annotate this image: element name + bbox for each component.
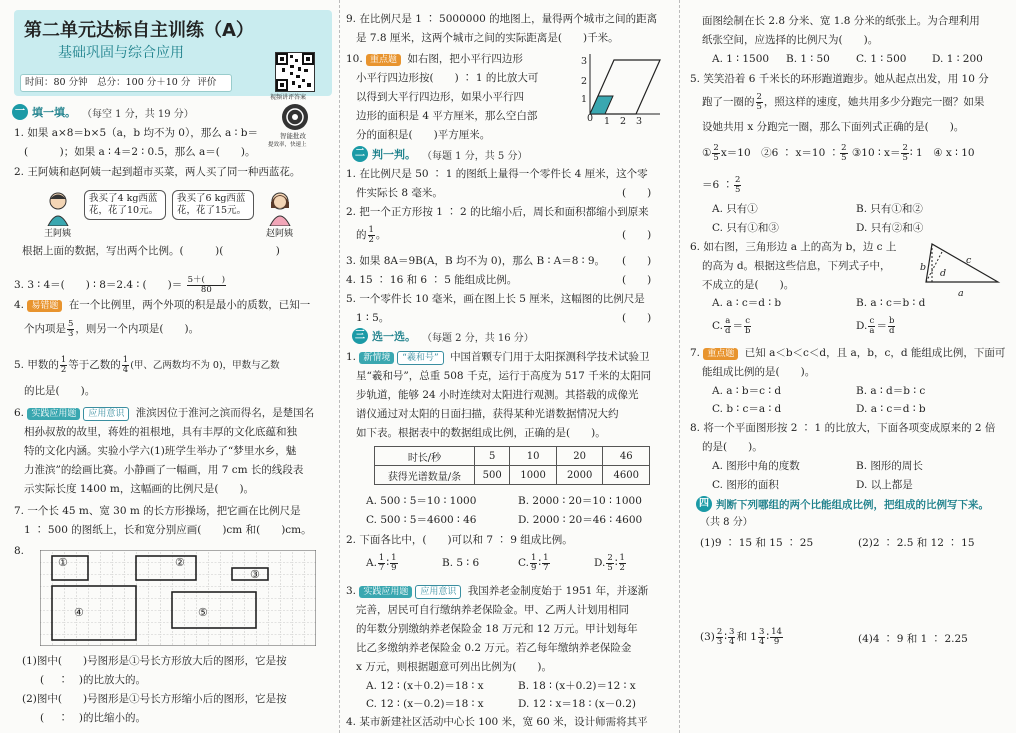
fraction-numerator: c [869, 315, 875, 326]
table-cell: 时长/秒 [375, 447, 475, 466]
choice6-option-b[interactable]: B. a ∶ c＝b ∶ d [856, 297, 926, 309]
choice2-option-d[interactable] [594, 552, 627, 574]
section-4-header [696, 496, 989, 512]
choice3-option-a[interactable]: A. 12 ∶ (x＋0.2)＝18 ∶ x [366, 680, 484, 692]
choice6-option-d[interactable] [856, 315, 896, 337]
q2-line2: 根据上面的数据，写出两个比例。( )( ) [22, 245, 280, 257]
grid-label-3: ③ [250, 568, 260, 581]
choice3-line5: x 万元，则根据题意可列出比例为( )。 [356, 661, 552, 673]
table-cell: 500 [475, 466, 510, 485]
fraction-denominator: 2 [619, 562, 625, 573]
choice5-line1: 5. 笑笑沿着 6 千米长的环形跑道跑步。她从起点出发，用 10 分 [690, 73, 989, 85]
aunt-wang-avatar [40, 190, 76, 226]
judge4-answer[interactable]: ( ) [622, 274, 652, 286]
fraction-denominator: 5 [735, 184, 741, 195]
pair-fraction [770, 628, 783, 647]
q1-line2: ( )；如果 a ∶ 4＝2 ∶ 0.5，那么 a＝( )。 [24, 146, 256, 158]
fraction-denominator: 4 [758, 636, 765, 647]
choice5-line2 [702, 91, 984, 113]
column-divider [339, 0, 340, 733]
qr-caption: 视频讲评答案 [270, 94, 307, 101]
choice8-option-d[interactable]: D. 以上都是 [856, 479, 913, 491]
axis-x-2: 2 [620, 116, 627, 127]
section-title: 选一选。 [372, 330, 416, 343]
axis-x-3: 3 [636, 116, 643, 127]
section-4-note: （共 8 分） [700, 517, 753, 528]
section-note: （每空 1 分，共 19 分） [82, 108, 194, 120]
choice6-line3: 不成立的是( )。 [702, 279, 795, 291]
eq-text: ＝6 ∶ [702, 179, 734, 191]
choice3-line4: 比乙多缴纳养老保险金 0.2 万元。若乙每年缴纳养老保险金 [356, 642, 632, 654]
fraction-numerator: 5 [68, 318, 74, 329]
section-title: 判断下列哪组的两个比能组成比例，把组成的比例写下来。 [716, 498, 989, 511]
ai-grading-icon [282, 104, 308, 130]
q5-text: 5. 甲数的 [14, 359, 59, 371]
xihe-tag: “羲和号” [397, 351, 443, 365]
option-letter: C. [518, 557, 529, 569]
fraction-denominator: 5 [841, 152, 847, 163]
q4-line2 [24, 318, 199, 340]
q4-text3: ，则另一个内项是( )。 [75, 323, 200, 335]
judge1-answer[interactable]: ( ) [622, 187, 652, 199]
q6-number: 6. [14, 407, 25, 419]
page-subtitle: 基础巩固与综合应用 [58, 45, 184, 61]
option-fraction [542, 554, 549, 573]
choice5-text: 跑了一圈的 [702, 96, 755, 108]
name-zhao: 赵阿姨 [266, 229, 294, 239]
choice8-line2: 的是( )。 [702, 441, 763, 453]
q7-line2: 1 ∶ 500 的图纸上，长和宽分别应画( )cm 和( )cm。 [24, 524, 312, 536]
option-fraction [868, 317, 875, 336]
choice4-line3: 纸张空间，应选择的比例尺为( )。 [702, 34, 879, 46]
choice2-option-b[interactable]: B. 5 ∶ 6 [442, 557, 480, 569]
choice5-option-d[interactable]: D. 只有②和④ [856, 222, 924, 234]
axis-x-1: 1 [604, 116, 611, 127]
section-number-icon: 三 [352, 328, 368, 344]
option-fraction [744, 317, 751, 336]
ratio-sign: ∶ [538, 557, 542, 569]
q4-line1 [14, 298, 310, 312]
choice4-line2: 面图绘制在长 2.8 分米、宽 1.8 分米的纸张上。为合理利用 [702, 15, 980, 27]
fraction-denominator: 3 [716, 636, 723, 647]
fraction-numerator: 1 [391, 552, 397, 563]
q5-fraction2 [122, 356, 129, 375]
key-point-tag: 重点题 [703, 348, 738, 360]
q10-line5: 分的面积是( )平方厘米。 [356, 129, 491, 141]
judge5-answer[interactable]: ( ) [622, 312, 652, 324]
judge2-fraction [368, 226, 375, 245]
choice8-option-b[interactable]: B. 图形的周长 [856, 460, 923, 472]
pair3 [700, 626, 784, 648]
ai-label: 智能批改 [280, 132, 306, 140]
q3-fraction [187, 276, 227, 295]
axis-y-2: 2 [581, 76, 588, 87]
ai-caption: 提效率，快速上 [268, 142, 307, 148]
q7-line1: 7. 一个长 45 m、宽 30 m 的长方形操场，把它画在比例尺是 [14, 505, 301, 517]
choice1-option-c[interactable]: C. 500 ∶ 5＝4600 ∶ 46 [366, 514, 477, 526]
choice1-text: 中国首颗专门用于太阳探测科学技术试验卫 [450, 351, 650, 363]
choice5-fraction [756, 93, 763, 112]
judge4-line: 4. 15 ∶ 16 和 6 ∶ 5 能组成比例。 [346, 274, 518, 286]
judge1-line1: 1. 在比例尺是 50 ∶ 1 的图纸上量得一个零件长 4 厘米，这个零 [346, 168, 648, 180]
choice2-option-c[interactable] [518, 552, 551, 574]
fraction-numerator: 2 [735, 174, 741, 185]
fraction-numerator: 1 [543, 552, 549, 563]
section-number-icon: 二 [352, 146, 368, 162]
key-point-tag: 重点题 [366, 54, 401, 66]
section-2-header [352, 146, 527, 162]
choice3-line3: 的年数分别缴纳养老保险金 18 万元和 12 万元。甲计划每年 [356, 623, 638, 635]
fraction-numerator: 2 [756, 91, 762, 102]
choice6-triangle-figure [918, 240, 1004, 290]
equal-sign: ＝ [732, 320, 743, 332]
pair4: (4)4 ∶ 9 和 1 ∶ 2.25 [858, 633, 968, 645]
pair1: (1)9 ∶ 15 和 15 ∶ 25 [700, 537, 814, 549]
q5-text2: 等于乙数的 [68, 359, 121, 371]
fraction-numerator: 2 [713, 142, 719, 153]
choice7-number: 7. [690, 347, 701, 359]
choice6-line2: 的高为 d。根据这些信息，下列式子中， [702, 260, 891, 272]
eq-fraction [901, 144, 908, 163]
eq-text: ∶ 1 ④ x ∶ 10 [909, 147, 975, 159]
choice1-option-d[interactable]: D. 2000 ∶ 20＝46 ∶ 4600 [518, 514, 643, 526]
equal-sign: ＝ [876, 320, 887, 332]
option-letter: D. [856, 320, 868, 332]
choice3-option-c[interactable]: C. 12 ∶ (x－0.2)＝18 ∶ x [366, 698, 484, 710]
fraction-denominator: d [725, 325, 731, 336]
q4-fraction [67, 320, 74, 339]
q5-fraction1 [60, 356, 67, 375]
choice8-option-a[interactable]: A. 图形中角的度数 [712, 460, 800, 472]
choice3-option-b[interactable]: B. 18 ∶ (x＋0.2)＝12 ∶ x [518, 680, 636, 692]
fraction-denominator: 80 [200, 284, 212, 295]
q8-part2-line1: (2)图中( )号图形是①号长方形缩小后的图形，它是按 [22, 693, 287, 705]
time-score-info [20, 74, 232, 92]
choice4-option-b[interactable]: B. 1 ∶ 50 [786, 53, 830, 65]
option-letter: C. [712, 320, 723, 332]
table-cell: 4600 [603, 466, 650, 485]
q3-text: 3. 3 ∶ 4＝( ) ∶ 8＝2.4 ∶ ( )＝ [14, 279, 183, 291]
qr-code-icon[interactable] [275, 52, 315, 92]
option-fraction [619, 554, 626, 573]
choice1-option-b[interactable]: B. 2000 ∶ 20＝10 ∶ 1000 [518, 495, 642, 507]
fraction-numerator: 3 [758, 626, 765, 637]
option-fraction [606, 554, 613, 573]
grid-label-1: ① [58, 556, 68, 569]
fraction-numerator: 1 [368, 224, 374, 235]
triangle-label-a: a [958, 288, 964, 299]
fraction-numerator: 1 [122, 354, 129, 365]
choice7-option-c[interactable]: C. b ∶ c＝a ∶ d [712, 403, 782, 415]
choice4-option-a[interactable]: A. 1 ∶ 1500 [712, 53, 770, 65]
table-cell: 获得光谱数量/条 [375, 466, 475, 485]
fraction-numerator: 2 [841, 142, 847, 153]
ratio-sign: ∶ [724, 631, 728, 643]
choice7-line1 [690, 346, 1005, 360]
choice5-equations [702, 142, 975, 164]
fraction-denominator: 2 [368, 234, 374, 245]
q8-part1-line2: ( ∶ )的比放大的。 [40, 674, 147, 686]
pair-fraction [758, 628, 765, 647]
q6-text: 淮滨因位于淮河之滨而得名，是楚国名 [135, 407, 315, 419]
choice1-line2: 星“羲和号”，总重 508 千克，运行于高度为 517 千米的太阳同 [356, 370, 652, 382]
choice1-line3: 步轨道，能够 24 小时连续对太阳进行观测。其搭载的成像光 [356, 389, 639, 401]
choice5-option-c[interactable]: C. 只有①和③ [712, 222, 779, 234]
choice5-option-b[interactable]: B. 只有①和② [856, 203, 923, 215]
section-number-icon: 一 [12, 104, 28, 120]
table-cell: 5 [475, 447, 510, 466]
choice5-option-a[interactable]: A. 只有① [712, 203, 758, 215]
choice2-option-a[interactable] [366, 552, 399, 574]
fraction-numerator: 3 [729, 626, 735, 637]
choice2-line: 2. 下面各比中，( )可以和 7 ∶ 9 组成比例。 [346, 534, 573, 546]
table-cell: 20 [556, 447, 603, 466]
pair3-label: (3) [700, 631, 715, 643]
fraction-numerator: 5＋( ) [187, 274, 226, 285]
ratio-sign: ∶ [614, 557, 618, 569]
name-wang: 王阿姨 [44, 229, 72, 239]
section-note: （每题 1 分，共 5 分） [422, 150, 528, 162]
fraction-numerator: 1 [60, 354, 67, 365]
q3-line [14, 272, 227, 298]
option-letter: D. [594, 557, 606, 569]
aunt-zhao-avatar [262, 190, 298, 226]
section-1-header [12, 104, 194, 120]
judge5-line1: 5. 一个零件长 10 毫米，画在图上长 5 厘米，这幅图的比例尺是 [346, 293, 645, 305]
pair3-text: 和 1 [736, 631, 757, 643]
page-title: 第二单元达标自主训练（A） [24, 20, 254, 41]
judge1-line2: 件实际长 8 毫米。 [356, 187, 443, 199]
triangle-label-c: c [966, 255, 972, 266]
score-label: 评价 [197, 77, 217, 88]
q2-line1: 2. 王阿姨和赵阿姨一起到超市买菜，两人买了同一种西蓝花。 [14, 166, 301, 178]
q10-line2: 小平行四边形按( ) ∶ 1 的比放大可 [356, 72, 539, 84]
table-row [375, 466, 650, 485]
choice6-option-a[interactable]: A. a ∶ c＝d ∶ b [712, 297, 782, 309]
q4-text: 在一个比例里，两个外项的积是最小的质数，已知一 [68, 299, 311, 311]
fraction-denominator: 9 [531, 562, 537, 573]
fraction-denominator: 9 [773, 636, 780, 647]
fraction-denominator: 4 [122, 364, 129, 375]
fraction-numerator: 1 [378, 552, 385, 563]
judge2-text: 的 [356, 229, 367, 241]
section-number-icon: 四 [696, 496, 712, 512]
q9-line1: 9. 在比例尺是 1 ∶ 5000000 的地图上，量得两个城市之间的距离 [346, 13, 658, 25]
q8-part2-line2: ( ∶ )的比缩小的。 [40, 712, 147, 724]
q4-text2: 个内项是 [24, 323, 66, 335]
choice4-option-d[interactable]: D. 1 ∶ 200 [932, 53, 983, 65]
section-title: 判一判。 [372, 148, 416, 161]
q5-line1 [14, 354, 280, 377]
option-fraction [530, 554, 537, 573]
fraction-denominator: 2 [60, 364, 67, 375]
q6-line1 [14, 406, 314, 421]
eq-text: ③10 ∶ x＝ [851, 147, 901, 159]
choice5-line3: 设她共用 x 分跑完一圈，那么下面列式正确的是( )。 [702, 121, 965, 133]
choice4-line1: 4. 某市新建社区活动中心长 100 米，宽 60 米，设计师需将其平 [346, 716, 648, 728]
fraction-denominator: 9 [391, 562, 397, 573]
axis-y-3: 3 [581, 56, 588, 67]
practice-tag: 实践应用题 [359, 586, 412, 598]
time-score-text: 时间：80 分钟 总分：100 分＋10 分 [25, 77, 191, 88]
axis-y-1: 1 [581, 94, 588, 105]
spectrum-table [374, 446, 650, 485]
q1-line1: 1. 如果 a×8＝b×5（a，b 均不为 0），那么 a ∶ b＝ [14, 127, 258, 139]
fraction-numerator: 1 [619, 552, 625, 563]
choice8-option-c[interactable]: C. 图形的面积 [712, 479, 779, 491]
pair-fraction [728, 628, 735, 647]
choice6-line1: 6. 如右图，三角形边 a 上的高为 b，边 c 上 [690, 241, 897, 253]
q6-line3: 特的文化内涵。实验小学六(1)班学生举办了“梦里水乡，魅 [24, 445, 297, 457]
choice7-option-a[interactable]: A. a ∶ b＝c ∶ d [712, 385, 782, 397]
q10-text: 如右图，把小平行四边形 [407, 53, 523, 65]
judge2-line1: 2. 把一个正方形按 1 ∶ 2 的比缩小后，周长和面积都缩小到原来 [346, 206, 649, 218]
fraction-numerator: b [888, 315, 895, 326]
judge2-answer[interactable]: ( ) [622, 229, 652, 241]
eq-fraction [734, 176, 741, 195]
q5-text3: (甲、乙两数均不为 0)，甲数与乙数 [130, 360, 280, 371]
option-fraction [888, 317, 895, 336]
option-fraction [390, 554, 397, 573]
table-cell: 46 [603, 447, 650, 466]
ratio-sign: ∶ [766, 631, 770, 643]
eq-text: x＝10 ②6 ∶ x＝10 ∶ [720, 147, 840, 159]
q9-line2: 是 7.8 厘米，这两个城市之间的实际距离是( )千米。 [356, 32, 619, 44]
speech-bubble-wang: 我买了4 kg西蓝花，花了10元。 [84, 190, 166, 220]
choice3-line1 [346, 584, 648, 599]
triangle-label-b: b [920, 262, 927, 273]
choice7-text: 已知 a＜b＜c＜d，且 a，b，c，d 能组成比例，下面可 [744, 347, 1006, 359]
section-title: 填一填。 [32, 106, 76, 119]
choice3-option-d[interactable]: D. 12 ∶ x＝18 ∶ (x－0.2) [518, 698, 636, 710]
fraction-denominator: d [888, 325, 895, 336]
fraction-denominator: 4 [729, 636, 735, 647]
fraction-numerator: 2 [902, 142, 908, 153]
judge2-line2 [356, 224, 386, 246]
choice6-option-c[interactable] [712, 315, 752, 337]
table-cell: 1000 [510, 466, 557, 485]
q6-line5: 示实际长度 1400 m，这幅画的比例尺是( )。 [24, 483, 255, 495]
q5-line2: 的比是( )。 [24, 385, 96, 397]
choice5-text2: ，照这样的速度，她共用多少分跑完一圈？如果 [763, 96, 985, 108]
easy-error-tag: 易错题 [27, 300, 62, 312]
axis-x-0: 0 [587, 113, 594, 124]
fraction-denominator: b [744, 325, 751, 336]
speech-bubble-zhao: 我买了6 kg西蓝花，花了15元。 [172, 190, 254, 220]
q10-number: 10. [346, 53, 363, 65]
option-fraction [378, 554, 385, 573]
choice3-line2: 完善，居民可自行缴纳养老保险金。甲、乙两人计划用相同 [356, 604, 629, 616]
section-note: （每题 2 分，共 16 分） [422, 332, 534, 344]
fraction-denominator: 5 [756, 101, 762, 112]
choice1-line1 [346, 350, 650, 365]
table-cell: 2000 [556, 466, 603, 485]
practice-tag: 实践应用题 [27, 408, 80, 420]
choice7-line2: 能组成比例的是( )。 [702, 366, 816, 378]
choice1-option-a[interactable]: A. 500 ∶ 5＝10 ∶ 1000 [366, 495, 477, 507]
q10-line1 [346, 52, 523, 66]
new-context-tag: 新情境 [359, 352, 394, 364]
grid-label-4: ④ [74, 606, 84, 619]
fraction-numerator: 14 [771, 626, 782, 637]
choice3-text: 我国养老金制度始于 1951 年，并逐渐 [467, 585, 649, 597]
ratio-sign: ∶ [386, 557, 390, 569]
pair2: (2)2 ∶ 2.5 和 12 ∶ 15 [858, 537, 975, 549]
judge5-line2: 1 ∶ 5。 [356, 312, 390, 324]
fraction-denominator: 3 [68, 328, 74, 339]
q8-number: 8. [14, 545, 25, 557]
q10-line4: 边形的面积是 4 平方厘米，那么空白部 [356, 110, 538, 122]
section-3-header [352, 328, 534, 344]
q10-line3: 以得到大平行四边形，如果小平行四 [356, 91, 524, 103]
table-row [375, 447, 650, 466]
choice3-number: 3. [346, 585, 357, 597]
fraction-denominator: 5 [607, 562, 613, 573]
grid-label-2: ② [175, 556, 185, 569]
choice8-line1: 8. 将一个平面图形按 2 ∶ 1 的比放大，下面各项变成原来的 2 倍 [690, 422, 996, 434]
fraction-numerator: 1 [531, 552, 537, 563]
choice5-equations2 [702, 174, 742, 196]
fraction-numerator: c [745, 315, 751, 326]
pair-fraction [716, 628, 723, 647]
grid-label-5: ⑤ [198, 606, 208, 619]
choice1-line5: 如下表。根据表中的数据组成比例，正确的是( )。 [356, 427, 606, 439]
q6-line4: 力淮滨”的绘画比赛。小静画了一幅画，用 7 cm 长的线段表 [24, 464, 304, 476]
fraction-denominator: 5 [713, 152, 719, 163]
judge2-end: 。 [375, 229, 387, 241]
column-divider [679, 0, 680, 733]
fraction-denominator: 5 [902, 152, 908, 163]
fraction-denominator: 7 [378, 562, 385, 573]
fraction-denominator: a [869, 325, 875, 336]
eq-fraction [712, 144, 719, 163]
q6-line2: 相孙叔敖的故里，蒋姓的祖根地，具有丰厚的文化底蕴和独 [24, 426, 297, 438]
choice7-option-b[interactable]: B. a ∶ d＝b ∶ c [856, 385, 926, 397]
choice1-number: 1. [346, 351, 357, 363]
q8-part1-line1: (1)图中( )号图形是①号长方形放大后的图形，它是按 [22, 655, 287, 667]
choice4-option-c[interactable]: C. 1 ∶ 500 [856, 53, 907, 65]
applied-tag: 应用意识 [83, 407, 129, 421]
fraction-numerator: 2 [716, 626, 723, 637]
option-letter: A. [366, 557, 377, 569]
choice1-line4: 谱仪通过对太阳的日面扫描，获得某种光谱数据情况大约 [356, 408, 619, 420]
option-fraction [724, 317, 731, 336]
fraction-denominator: 7 [543, 562, 549, 573]
triangle-label-d: d [940, 268, 947, 279]
eq-fraction [840, 144, 847, 163]
judge3-line: 3. 如果 8A＝9B(A，B 均不为 0)，那么 B ∶ A＝8 ∶ 9。 [346, 255, 606, 267]
fraction-numerator: a [725, 315, 731, 326]
choice7-option-d[interactable]: D. a ∶ c＝d ∶ b [856, 403, 926, 415]
judge3-answer[interactable]: ( ) [622, 255, 652, 267]
eq-mark: ① [702, 147, 712, 159]
applied-tag: 应用意识 [415, 585, 461, 599]
table-cell: 10 [510, 447, 557, 466]
fraction-numerator: 2 [607, 552, 613, 563]
q4-number: 4. [14, 299, 25, 311]
